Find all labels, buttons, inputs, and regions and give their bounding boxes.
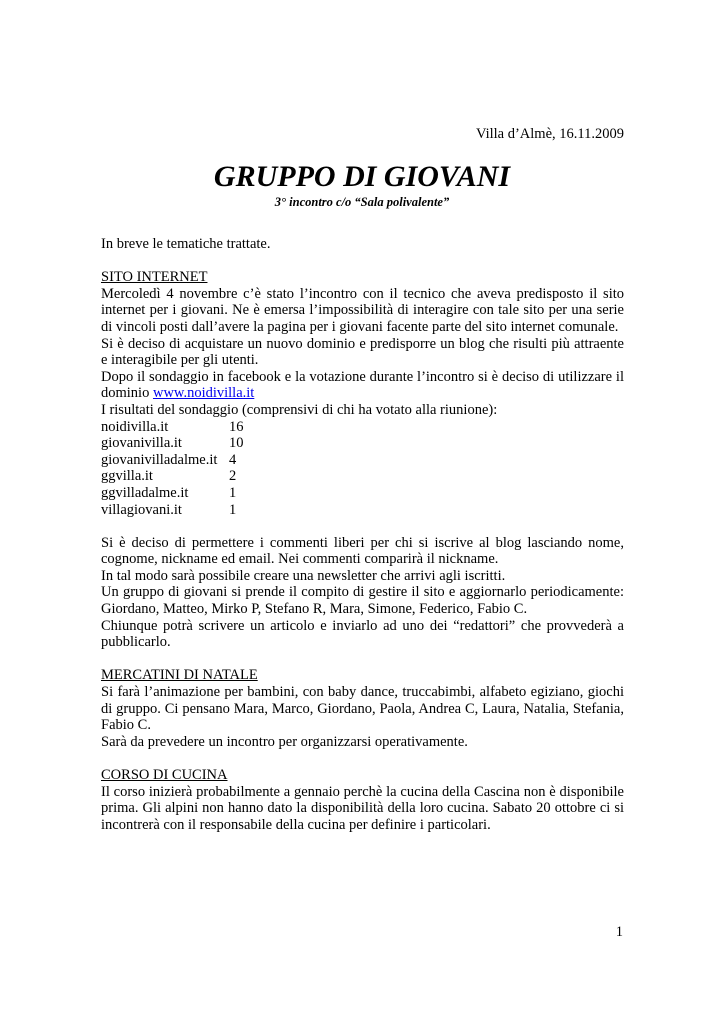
paragraph: Sarà da prevedere un incontro per organizzarsi operativamente. xyxy=(101,733,468,750)
poll-votes: 1 xyxy=(229,484,237,501)
place-date: Villa d’Almè, 16.11.2009 xyxy=(475,126,624,142)
page-number: 1 xyxy=(615,924,623,940)
poll-domain: ggvilla.it xyxy=(101,468,153,485)
poll-row xyxy=(101,419,624,436)
paragraph-domain xyxy=(101,369,624,402)
document-title: GRUPPO DI GIOVANI xyxy=(213,160,511,193)
paragraph: Mercoledì 4 novembre c’è stato l’incontro con il tecnico che aveva predisposto il sito internet per i giovani. Ne è emersa l’impossibilità di interagire con tale sito per una serie di vincoli posti dall’avere la pagina per i giovani facente parte del sito internet comunale. xyxy=(101,285,624,335)
paragraph: Si è deciso di permettere i commenti liberi per chi si iscrive al blog lasciando nome, cognome, nickname ed email. Nei commenti comparirà il nickname. xyxy=(101,534,624,568)
poll-row xyxy=(101,485,624,502)
document-subtitle: 3° incontro c/o “Sala polivalente” xyxy=(274,195,450,209)
paragraph-text: Dopo il sondaggio in facebook e la votazione durante l’incontro si è deciso di utilizzare il dominio xyxy=(101,368,624,402)
section-heading-mercatini: MERCATINI DI NATALE xyxy=(101,667,258,684)
paragraph: Si è deciso di acquistare un nuovo dominio e predisporre un blog che risulti più attraente e interagibile per gli utenti. xyxy=(101,335,624,369)
poll-votes: 2 xyxy=(229,468,237,485)
section-heading-sito-internet: SITO INTERNET xyxy=(101,269,208,286)
poll-votes: 16 xyxy=(229,418,244,435)
poll-votes: 1 xyxy=(229,501,237,518)
poll-row xyxy=(101,452,624,469)
paragraph: Chiunque potrà scrivere un articolo e inviarlo ad uno dei “redattori” che provvederà a pubblicarlo. xyxy=(101,617,624,651)
poll-intro: I risultati del sondaggio (comprensivi di chi ha votato alla riunione): xyxy=(101,401,498,418)
paragraph: Si farà l’animazione per bambini, con baby dance, truccabimbi, alfabeto egiziano, giochi di gruppo. Ci pensano Mara, Marco, Giordano, Paola, Andrea C, Laura, Natalia, Stefania, Fabio C. xyxy=(101,684,624,734)
poll-row xyxy=(101,435,624,452)
poll-domain: noidivilla.it xyxy=(101,418,169,435)
domain-link[interactable]: www.noidivilla.it xyxy=(152,385,255,402)
paragraph: Il corso inizierà probabilmente a gennaio perchè la cucina della Cascina non è disponibile prima. Gli alpini non hanno dato la disponibilità della loro cucina. Sabato 20 ottobre ci si incontrerà con il responsabile della cucina per definire i particolari. xyxy=(101,783,624,833)
poll-domain: villagiovani.it xyxy=(101,501,182,518)
poll-results xyxy=(101,419,624,519)
poll-row xyxy=(101,468,624,485)
poll-row xyxy=(101,502,624,519)
paragraph: In tal modo sarà possibile creare una newsletter che arrivi agli iscritti. xyxy=(101,567,506,584)
poll-domain: giovanivilla.it xyxy=(101,435,182,452)
intro-text: In breve le tematiche trattate. xyxy=(101,236,271,252)
poll-votes: 10 xyxy=(229,435,244,452)
section-heading-corso-cucina: CORSO DI CUCINA xyxy=(101,767,228,783)
poll-domain: giovanivilladalme.it xyxy=(101,451,218,468)
document-body xyxy=(101,236,624,833)
poll-domain: ggvilladalme.it xyxy=(101,484,189,501)
poll-votes: 4 xyxy=(229,451,237,468)
paragraph: Un gruppo di giovani si prende il compito di gestire il sito e aggiornarlo periodicamente: Giordano, Matteo, Mirko P, Stefano R, Mara, Simone, Federico, Fabio C. xyxy=(101,584,624,618)
